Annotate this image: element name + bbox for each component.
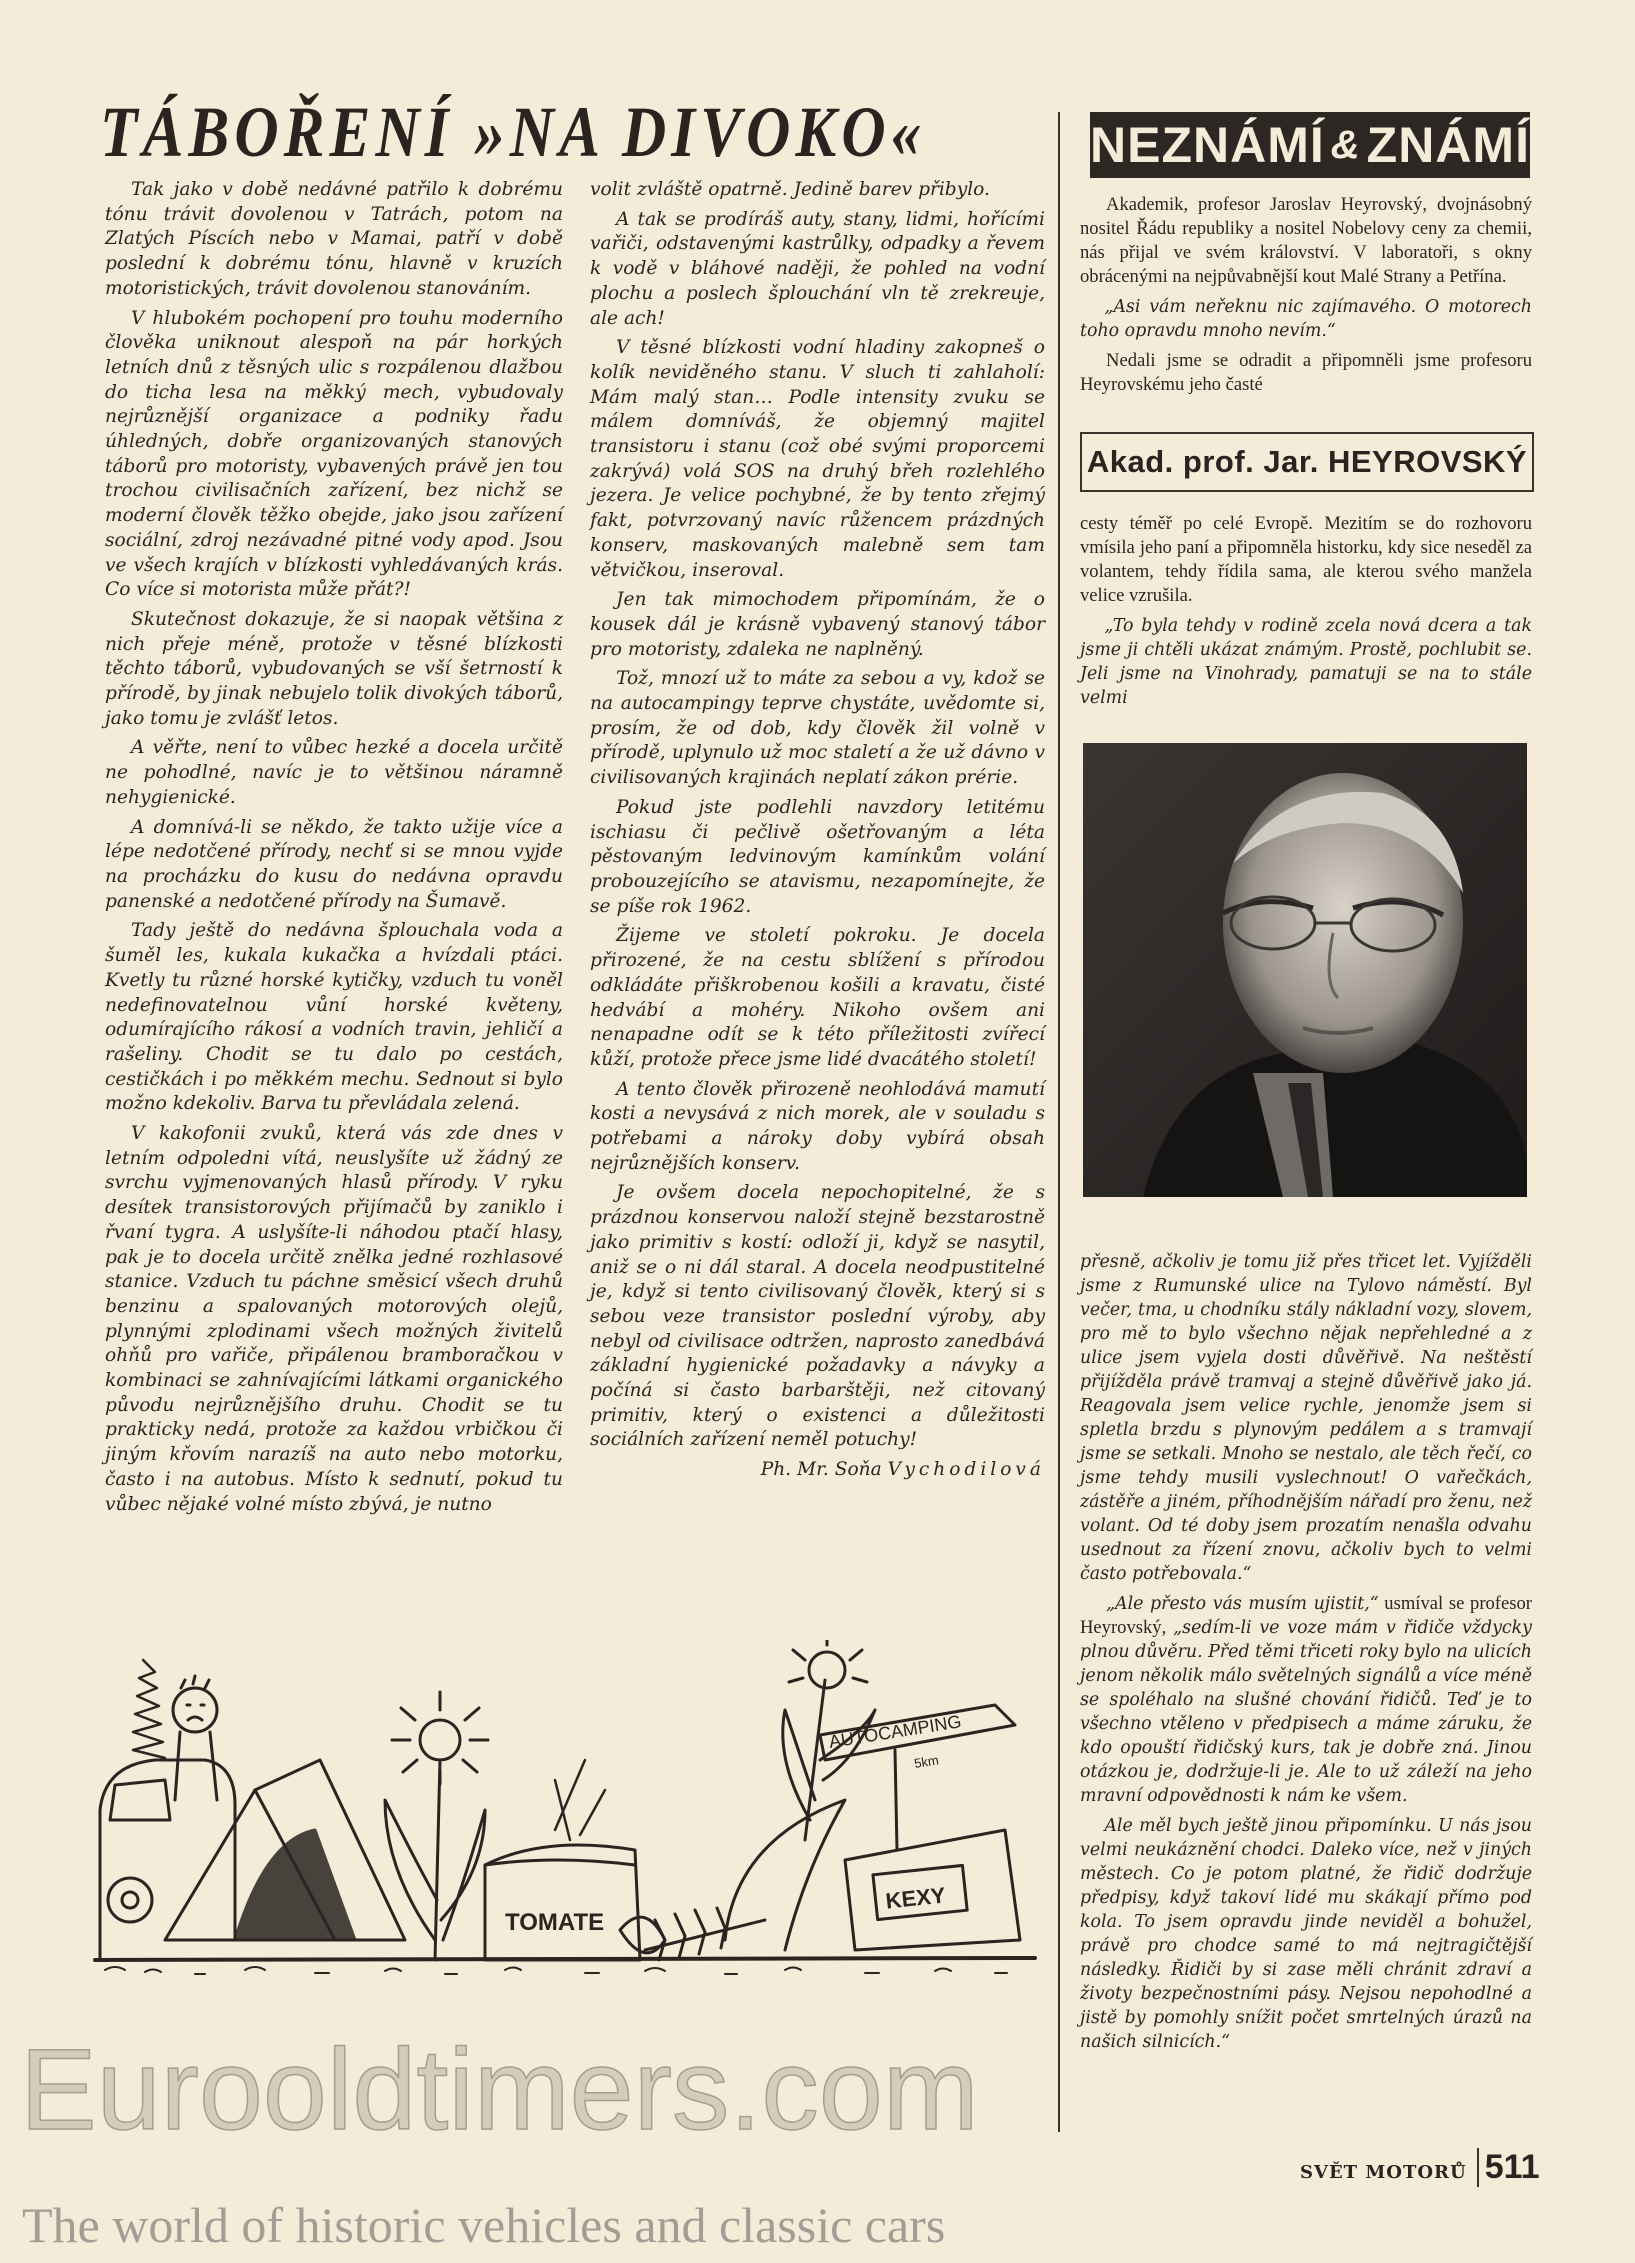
author-signature (590, 1458, 1045, 1483)
quote-part: „Ale přesto vás musím ujistit,“ (1106, 1594, 1379, 1614)
page-number: 511 (1477, 2148, 1540, 2187)
quote: Ale měl bych ještě jinou připomínku. U nás jsou velmi neukáznění chodci. Daleko více, než v jiných městech. Co je potom platné, že řidič dodržuje předpisy, když takoví lidé mu skákají přímo pod kola. To jsem opravdu jinde neviděl a bohužel, právě pro chodce samé to má nejtragičtější následky. Řidiči by si zase měli chránit zdraví a životy bezpečnostními pásy. Nejsou nepohodlné a jistě by pomohly snížit počet smrtelných úrazů na našich silnicích.“ (1080, 1816, 1532, 2052)
sign-text: AUTOCAMPING (827, 1711, 963, 1752)
quote: „Asi vám neřeknu nic zajímavého. O motorech toho opravdu mnoho nevím.“ (1080, 297, 1532, 341)
paragraph: V hlubokém pochopení pro touhu moderního člověka uniknout alespoň na pár horkých letních dnů z těsných ulic s rozpálenou dlažbou do ticha lesa na měkký mech, vybudovaly nejrůznější organizace a podniky řadu úhledných, dobře organizovaných stanových táborů pro motoristy, vybavených právě jen tou trochou civilisačních zařízení, bez nichž se moderní člověk těžko obejde, jako jsou zařízení sociální, zdroj nezávadné pitné vody apod. Jsou ve všech krajích v blízkosti vyhledávaných krás. Co více si motorista může přát?! (105, 307, 563, 601)
autocamping-signpost (820, 1705, 1015, 1850)
paragraph (1080, 1592, 1532, 1808)
tomato-can (485, 1760, 640, 1960)
paragraph: volit zvláště opatrně. Jedině barev přibylo. (590, 179, 990, 200)
article-title: TÁBOŘENÍ »NA DIVOKO« (100, 92, 927, 172)
paragraph: Žijeme ve století pokroku. Je docela přirozené, že na cestu sblížení s přírodou odkládáte přiškrobenou košili a kravatu, čisté hedvábí a mohéry. Nikoho ovšem ani nenapadne odít se k této příležitosti zvířecí kůží, protože přece jsme lidé dvacátého století! (590, 925, 1045, 1070)
portrait-photo (1083, 743, 1527, 1197)
magazine-name: SVĚT MOTORŮ (1300, 2162, 1467, 2183)
paragraph: V těsné blízkosti vodní hladiny zakopneš o kolík neviděného stanu. V sluch ti zahlaholí: Mám malý stan… Podle intensity zvuku se málem domníváš, že objemný majitel transistoru i stanu (což obé svými proporcemi zakrývá) volá SOS na druhý břeh rozlehlého jezera. Je velice pochybné, že by tento zřejmý fakt, potvrzovaný navíc růžencem prázdných konserv, maskovaných malebně sem tam větvičkou, inseroval. (590, 337, 1045, 581)
article-middle-column (590, 178, 1045, 1488)
paragraph: Skutečnost dokazuje, že si naopak většina z nich přeje méně, protože v těsné blízkosti těchto táborů, vybudovaných se vší šetrností k přírodě, by jinak nebujelo tolik divokých táborů, jako tomu je zvlášť letos. (105, 608, 563, 729)
paragraph: Tady ještě do nedávna šplouchala voda a šuměl les, kukala kukačka a hvízdali ptáci. Kvetly tu různé horské kytičky, vzduch tu voněl nedefinovatelnou vůní horské květeny, odumírajícího rákosí a vodních travin, jehličí a rašeliny. Chodit se tu dalo po cestách, cestičkách i po měkkém mechu. Sednout si bylo možno kdekoliv. Barva tu převládala zelená. (105, 920, 563, 1115)
pine-tree (133, 1660, 165, 1758)
paragraph: A věřte, není to vůbec hezké a docela určitě ne pohodlné, navíc je to většinou náramně nehygienické. (105, 737, 563, 808)
tent (165, 1760, 405, 1940)
banner-ornament-icon: & (1330, 122, 1361, 167)
flower-left (385, 1692, 488, 1960)
sad-man (173, 1676, 217, 1800)
quote-part: „sedím-li ve voze mám v řidiče vždycky plnou důvěru. Před těmi třiceti roky bylo na ulicích jenom několik málo světelných signálů a více méně se spoléhalo na slušné chování řidičů. Teď je to všechno vtěleno v předpisech a máme záruku, že kdo opouští řidičský kurs, tak je dobře zná. Jinou otázkou je, dodržuje-li je. Ale to už záleží na jeho mravní odpovědnosti k nám ke všem. (1080, 1618, 1533, 1806)
author-prefix: Ph. Mr. Soňa (760, 1459, 882, 1481)
flower-right (725, 1640, 875, 1950)
paragraph: V kakofonii zvuků, která vás zde dnes v letním odpoledni vítá, neuslyšíte už žádný ze svrchu vyjmenovaných hlasů přírody. V ryku desítek transistorových přijímačů by zaniklo i řvaní tygra. A uslyšíte-li náhodou ptačí hlasy, pak je to docela určitě znělka jedné rozhlasové stanice. Vzduch tu páchne směsicí všech druhů benzinu a spalovaných motorových olejů, plynnými zplodinami všech možných živitelů ohňů pro vařiče, připálenou bramboračkou v kombinaci se zahnívajícími látkami organického původu nejrůznějšího druhu. Chodit se tu prakticky nedá, protože za každou vrbičkou či jiným křovím narazíš na auto nebo motorku, často i na autobus. Místo k sednutí, pokud tu vůbec nějaké volné místo zbývá, je nutno (105, 1123, 563, 1515)
page-footer (1300, 2148, 1540, 2187)
paragraph: Je ovšem docela nepochopitelné, že s prázdnou konservou naloží stejně bezstarostně jako primitiv s kostí: odloží ji, když se nasytil, aniž se o ni dál staral. A docela neodpustitelné je, když si tento civilisovaný člověk, který si s sebou veze transistor poslední výroby, aby nebyl od civilisace odtržen, naprosto zanedbává základní hygienické požadavky a návyky a počíná si často barbarštěji, než citovaný primitiv, který o existenci a důležitosti sociálních zařízení neměl potuchy! (590, 1182, 1045, 1451)
sidebar-intro (1080, 193, 1532, 397)
portrait-image (1083, 743, 1527, 1197)
quote: přesně, ačkoliv je tomu již přes třicet let. Vyjížděli jsme z Rumunské ulice na Tylovo náměstí. Byl večer, tma, u chodníku stály nákladní vozy, slovem, pro mě to bylo všechno nějak nepřehledné a z ulice jsem vyjela dosti důvěřivě. Na neštěstí přijížděla právě tramvaj a stejně důvěřivě jako já. Reagovala jsem velice rychle, jenomže jsem si spletla brzdu s plynovým pedálem a s tramvají jsme se setkali. Mnoho se nestalo, ale těch řečí, co jsme tehdy musili vyslechnout! O vařečkách, zástěře a jiném, příhodnějším nářadí pro ženu, než volant. Od té doby jsem prozatím nenašla odvahu usednout za řízení znovu, ačkoliv bych to velmi často potřebovala.“ (1080, 1252, 1532, 1584)
kexy-box-label: KEXY (884, 1882, 947, 1914)
watermark-tagline: The world of historic vehicles and classic cars (22, 2197, 946, 2253)
interviewee-name-box: Akad. prof. Jar. HEYROVSKÝ (1080, 432, 1534, 492)
paragraph: A domnívá-li se někdo, že takto užije více a lépe nedotčené přírody, nechť si se mnou vyjde na procházku do kusu do nedávna opravdu panenské a nedotčené přírody na Šumavě. (105, 816, 563, 912)
tomato-can-label: TOMATE (505, 1909, 605, 1936)
banner-word-2: ZNÁMÍ (1366, 117, 1530, 173)
article-left-column (105, 178, 563, 1522)
column-divider (1058, 112, 1060, 2132)
paragraph: Akademik, profesor Jaroslav Heyrovský, dvojnásobný nositel Řádu republiky a nositel Nobelovy ceny za chemii, nás přijal ve svém království. V laboratoři, s okny obrácenými na nejpůvabnější kout Malé Strany a Petřína. (1080, 194, 1532, 287)
paragraph: Pokud jste podlehli navzdory letitému ischiasu či pečlivě ošetřovaným a léta pěstovaným ledvinovým kamínkům volání probouzejícího se atavismu, nezapomínejte, že se píše rok 1962. (590, 796, 1045, 917)
camping-cartoon-illustration (85, 1640, 1050, 2020)
paragraph: Tož, mnozí už to máte za sebou a vy, kdož se na autocampingy teprve chystáte, uvědomte si, prosím, že od dob, kdy člověk žil volně v přírodě, uplynulo už moc staletí a že už dávno v civilisovaných krajinách neplatí zákon prérie. (590, 668, 1045, 789)
section-banner (1090, 112, 1530, 178)
banner-word-1: NEZNÁMÍ (1090, 117, 1325, 173)
sidebar-interview (1080, 1250, 1532, 2060)
paragraph: Jen tak mimochodem připomínám, že o kousek dál je krásně vybavený stanový tábor pro motoristy, zdaleka ne naplněný. (590, 589, 1045, 660)
sidebar-continued (1080, 512, 1532, 716)
paragraph: cesty téměř po celé Evropě. Mezitím se do rozhovoru vmísila jeho paní a připomněla historku, kdy sice neseděl za volantem, tehdy řídila sama, ale kterou svého manžela velice vzrušila. (1080, 513, 1532, 606)
author-surname: Vychodilová (887, 1459, 1045, 1481)
watermark-site: Eurooldtimers.com (20, 2026, 979, 2154)
paragraph: Nedali jsme se odradit a připomněli jsme profesoru Heyrovskému jeho časté (1080, 350, 1532, 395)
sign-distance: 5km (913, 1752, 940, 1771)
paragraph: A tak se prodíráš auty, stany, lidmi, hořícími vařiči, odstavenými kastrůlky, odpadky a řevem k vodě v bláhové naději, že pohled na vodní plochu a poslech šplouchání vln tě zrekreuje, ale ach! (590, 208, 1045, 329)
kexy-box (845, 1830, 1020, 1950)
quote: „To byla tehdy v rodině zcela nová dcera a tak jsme ji chtěli ukázat známým. Prostě, pochlubit se. Jeli jsme na Vinohrady, pamatuji se na to stále velmi (1080, 616, 1532, 708)
paragraph: Tak jako v době nedávné patřilo k dobrému tónu trávit dovolenou v Tatrách, potom na Zlatých Píscích nebo v Mamai, patří v době poslední k dobrému tónu, hlavně v kruzích motoristických, trávit dovolenou stanováním. (105, 179, 563, 299)
narration: usmíval se profesor Heyrovský, (1080, 1593, 1532, 1638)
paragraph: A tento člověk přirozeně neohlodává mamutí kosti a nevysává z nich morek, ale v souladu s potřebami a nároky doby vybírá obsah nejrůznějších konserv. (590, 1078, 1045, 1174)
fish-skeleton (620, 1908, 765, 1960)
